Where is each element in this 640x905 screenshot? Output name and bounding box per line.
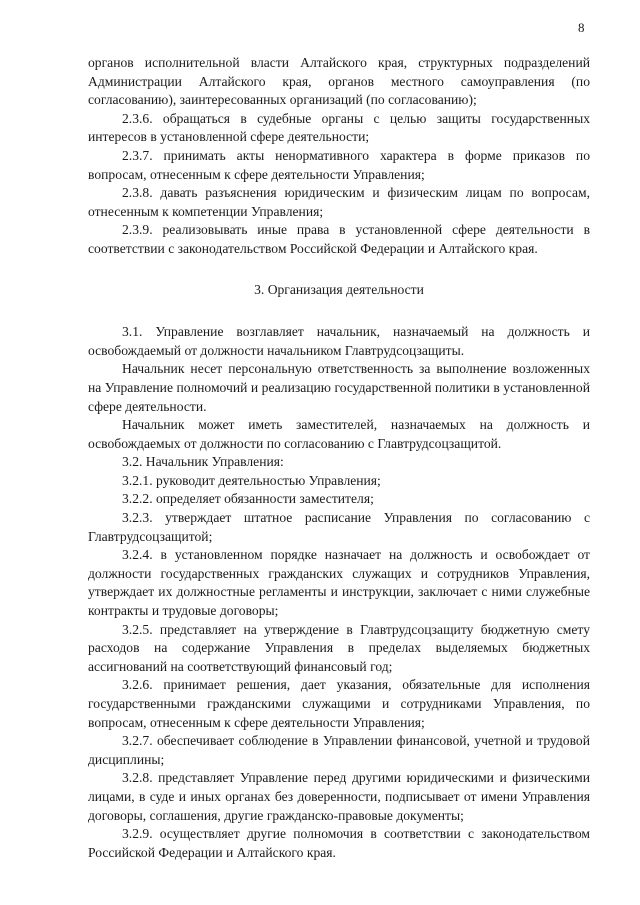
paragraph-continuation: органов исполнительной власти Алтайского края, структурных подразделений Администрации Алтайского края, органов местного самоуправления (по согласованию), заинтересованных организаций (по согласованию); <box>88 55 590 108</box>
paragraph-head-responsibility: Начальник несет персональную ответственность за выполнение возложенных на Управление полномочий и реализацию государственной политики в установленной сфере деятельности. <box>88 361 590 414</box>
section-title: 3. Организация деятельности <box>254 281 424 297</box>
paragraph-3-2-4: 3.2.4. в установленном порядке назначает на должность и освобождает от должности государственных гражданских служащих и сотрудников Управления, утверждает их должностные регламенты и инструкции, заключает с ними служебные контракты и трудовые договоры; <box>88 547 590 619</box>
page-number: 8 <box>578 20 585 35</box>
document-body <box>88 54 590 862</box>
paragraph-3-2-9: 3.2.9. осуществляет другие полномочия в соответствии с законодательством Российской Федерации и Алтайского края. <box>88 826 590 860</box>
paragraph-3-2-5: 3.2.5. представляет на утверждение в Главтрудсоцзащиту бюджетную смету расходов на содержание Управления в пределах выделяемых бюджетных ассигнований на соответствующий финансовый год; <box>88 621 590 674</box>
paragraph-3-2-2: 3.2.2. определяет обязанности заместителя; <box>122 491 374 507</box>
paragraph-3-1: 3.1. Управление возглавляет начальник, назначаемый на должность и освобождаемый от должности начальником Главтрудсоцзащиты. <box>88 324 590 358</box>
paragraph-deputies: Начальник может иметь заместителей, назначаемых на должность и освобождаемых от должности по согласованию с Главтрудсоцзащитой. <box>88 417 590 451</box>
paragraph-2-3-7: 2.3.7. принимать акты ненормативного характера в форме приказов по вопросам, отнесенным к сфере деятельности Управления; <box>88 147 590 182</box>
paragraph-2-3-8: 2.3.8. давать разъяснения юридическим и физическим лицам по вопросам, отнесенным к компетенции Управления; <box>88 185 590 219</box>
paragraph-3-2-6: 3.2.6. принимает решения, дает указания, обязательные для исполнения государственными гражданскими служащими и сотрудниками Управления, по вопросам, отнесенным к сфере деятельности Управления; <box>88 677 590 730</box>
paragraph-2-3-9: 2.3.9. реализовывать иные права в установленной сфере деятельности в соответствии с законодательством Российской Федерации и Алтайского края. <box>88 222 590 256</box>
paragraph-3-2: 3.2. Начальник Управления: <box>122 454 284 470</box>
paragraph-2-3-6: 2.3.6. обращаться в судебные органы с целью защиты государственных интересов в установленной сфере деятельности; <box>88 110 590 145</box>
paragraph-3-2-3: 3.2.3. утверждает штатное расписание Управления по согласованию с Главтрудсоцзащитой; <box>88 510 590 544</box>
paragraph-3-2-1: 3.2.1. руководит деятельностью Управления; <box>122 472 381 488</box>
paragraph-3-2-8: 3.2.8. представляет Управление перед другими юридическими и физическими лицами, в суде и иных органах без доверенности, подписывает от имени Управления договоры, соглашения, другие гражданско-правовые документы; <box>88 770 590 823</box>
paragraph-3-2-7: 3.2.7. обеспечивает соблюдение в Управлении финансовой, учетной и трудовой дисциплины; <box>88 733 590 767</box>
